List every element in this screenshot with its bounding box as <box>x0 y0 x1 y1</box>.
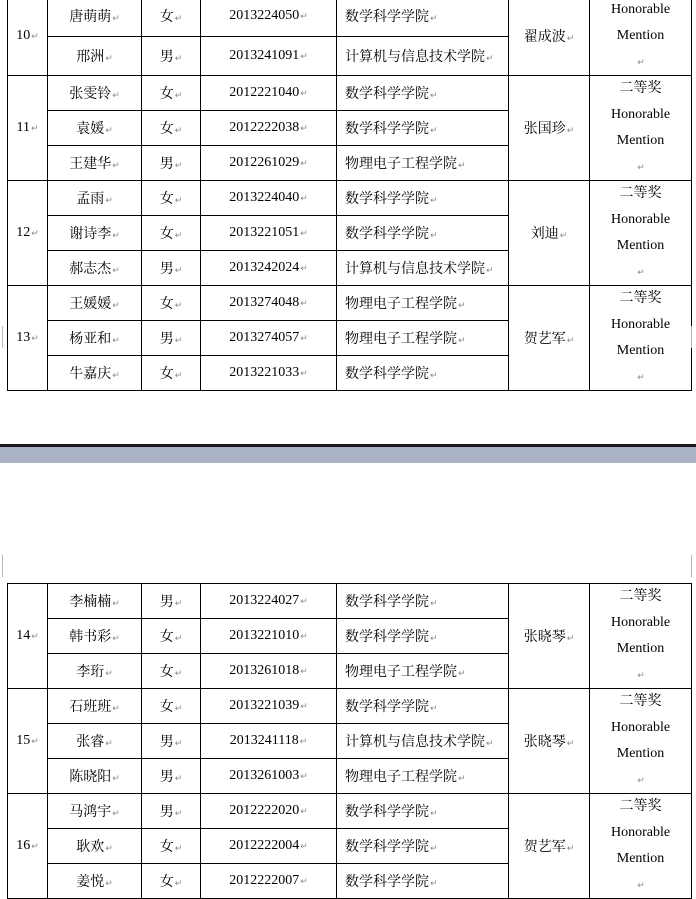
member-gender: 女↵ <box>142 286 201 321</box>
member-name: 唐萌萌↵ <box>48 0 142 36</box>
award-table-bottom <box>7 583 692 899</box>
award-cell <box>590 689 692 794</box>
paragraph-mark-icon: ↵ <box>174 844 183 854</box>
member-name: 韩书彩↵ <box>48 619 142 654</box>
paragraph-mark-icon: ↵ <box>458 336 466 346</box>
page-margin-marker-left <box>2 555 3 577</box>
college-name: 数学科学学院↵ <box>337 0 509 36</box>
advisor-name: 贺艺军↵ <box>509 794 590 899</box>
award-cell <box>590 286 692 391</box>
paragraph-mark-icon: ↵ <box>112 634 120 644</box>
advisor-name: 翟成波↵ <box>509 0 590 76</box>
paragraph-mark-icon: ↵ <box>458 161 466 171</box>
member-gender: 女↵ <box>142 829 201 864</box>
member-name: 李楠楠↵ <box>48 584 142 619</box>
paragraph-mark-icon: ↵ <box>300 631 308 641</box>
paragraph-mark-icon: ↵ <box>112 704 120 714</box>
paragraph-mark-icon: ↵ <box>559 231 568 241</box>
table-row <box>8 584 692 619</box>
paragraph-mark-icon: ↵ <box>637 670 645 680</box>
paragraph-mark-icon: ↵ <box>112 301 120 311</box>
paragraph-mark-icon: ↵ <box>105 53 113 64</box>
member-gender: 男↵ <box>142 794 201 829</box>
paragraph-mark-icon: ↵ <box>174 599 183 609</box>
paragraph-mark-icon: ↵ <box>174 126 183 136</box>
team-number: 14↵ <box>8 584 48 689</box>
paragraph-mark-icon: ↵ <box>430 14 438 25</box>
paragraph-mark-icon: ↵ <box>174 231 183 241</box>
member-gender: 女↵ <box>142 864 201 899</box>
team-number: 15↵ <box>8 689 48 794</box>
paragraph-mark-icon: ↵ <box>174 669 183 679</box>
member-gender: 女↵ <box>142 111 201 146</box>
member-gender: 男↵ <box>142 321 201 356</box>
college-name: 物理电子工程学院↵ <box>337 146 509 181</box>
award-line: Honorable <box>610 212 671 227</box>
paragraph-mark-icon: ↵ <box>486 266 494 276</box>
member-gender: 女↵ <box>142 76 201 111</box>
table-row <box>8 0 692 36</box>
award-line: Mention ↵ <box>590 128 691 180</box>
paragraph-mark-icon: ↵ <box>566 739 575 749</box>
paragraph-mark-icon: ↵ <box>174 809 183 819</box>
paragraph-mark-icon: ↵ <box>566 34 575 44</box>
member-name: 张雯铃↵ <box>48 76 142 111</box>
student-id: 2013224040↵ <box>201 181 337 216</box>
paragraph-mark-icon: ↵ <box>112 336 120 346</box>
paragraph-mark-icon: ↵ <box>31 31 39 41</box>
paragraph-mark-icon: ↵ <box>637 775 645 785</box>
award-line: 二等奖 <box>619 694 662 709</box>
table-row <box>8 794 692 829</box>
paragraph-mark-icon: ↵ <box>430 371 438 381</box>
paragraph-mark-icon: ↵ <box>112 599 120 609</box>
award-table-top <box>7 0 692 391</box>
paragraph-mark-icon: ↵ <box>300 876 308 886</box>
award-line: Honorable <box>610 720 671 735</box>
member-gender: 男↵ <box>142 724 201 759</box>
award-line: Mention ↵ <box>590 23 691 75</box>
college-name: 计算机与信息技术学院↵ <box>337 36 509 76</box>
paragraph-mark-icon: ↵ <box>174 774 183 784</box>
award-line: 二等奖 <box>619 291 662 306</box>
member-name: 杨亚和↵ <box>48 321 142 356</box>
paragraph-mark-icon: ↵ <box>299 736 308 746</box>
award-line: Honorable <box>610 107 671 122</box>
paragraph-mark-icon: ↵ <box>31 631 39 641</box>
page-margin-marker-left <box>2 326 3 348</box>
award-line: Mention ↵ <box>590 233 691 285</box>
paragraph-mark-icon: ↵ <box>430 879 438 889</box>
paragraph-mark-icon: ↵ <box>637 267 645 277</box>
college-name: 计算机与信息技术学院↵ <box>337 251 509 286</box>
student-id: 2013274048↵ <box>201 286 337 321</box>
paragraph-mark-icon: ↵ <box>300 50 308 61</box>
student-id: 2013221033↵ <box>201 356 337 391</box>
paragraph-mark-icon: ↵ <box>430 231 438 241</box>
paragraph-mark-icon: ↵ <box>430 809 438 819</box>
member-name: 谢诗李↵ <box>48 216 142 251</box>
member-name: 王建华↵ <box>48 146 142 181</box>
paragraph-mark-icon: ↵ <box>430 634 438 644</box>
award-line: Honorable <box>610 825 671 840</box>
member-name: 牛嘉庆↵ <box>48 356 142 391</box>
paragraph-mark-icon: ↵ <box>300 123 308 133</box>
member-name: 袁媛↵ <box>48 111 142 146</box>
paragraph-mark-icon: ↵ <box>458 669 466 679</box>
paragraph-mark-icon: ↵ <box>300 596 308 606</box>
paragraph-mark-icon: ↵ <box>112 14 120 25</box>
student-id: 2012222004↵ <box>201 829 337 864</box>
paragraph-mark-icon: ↵ <box>300 228 308 238</box>
paragraph-mark-icon: ↵ <box>430 599 438 609</box>
page-margin-marker-right <box>691 326 692 348</box>
paragraph-mark-icon: ↵ <box>174 266 183 276</box>
paragraph-mark-icon: ↵ <box>30 123 39 133</box>
college-name: 数学科学学院↵ <box>337 216 509 251</box>
student-id: 2012261029↵ <box>201 146 337 181</box>
table-row <box>8 286 692 321</box>
paragraph-mark-icon: ↵ <box>105 669 113 679</box>
member-gender: 男↵ <box>142 584 201 619</box>
paragraph-mark-icon: ↵ <box>112 371 120 381</box>
paragraph-mark-icon: ↵ <box>637 57 645 67</box>
advisor-name: 张国珍↵ <box>509 76 590 181</box>
student-id: 2012221040↵ <box>201 76 337 111</box>
paragraph-mark-icon: ↵ <box>300 666 308 676</box>
member-gender: 女↵ <box>142 181 201 216</box>
member-gender: 男↵ <box>142 759 201 794</box>
student-id: 2013261003↵ <box>201 759 337 794</box>
paragraph-mark-icon: ↵ <box>174 704 183 714</box>
award-line: Mention ↵ <box>590 846 691 898</box>
student-id: 2012222038↵ <box>201 111 337 146</box>
advisor-name: 张晓琴↵ <box>509 689 590 794</box>
paragraph-mark-icon: ↵ <box>112 231 120 241</box>
member-gender: 女↵ <box>142 654 201 689</box>
paragraph-mark-icon: ↵ <box>300 333 308 343</box>
paragraph-mark-icon: ↵ <box>566 634 575 644</box>
advisor-name: 张晓琴↵ <box>509 584 590 689</box>
award-cell <box>590 584 692 689</box>
table-row <box>8 181 692 216</box>
member-gender: 女↵ <box>142 356 201 391</box>
student-id: 2013241118↵ <box>201 724 337 759</box>
member-name: 石班班↵ <box>48 689 142 724</box>
member-name: 王媛媛↵ <box>48 286 142 321</box>
paragraph-mark-icon: ↵ <box>300 771 308 781</box>
paragraph-mark-icon: ↵ <box>300 11 308 22</box>
paragraph-mark-icon: ↵ <box>174 336 183 346</box>
paragraph-mark-icon: ↵ <box>430 844 438 854</box>
document-page-bottom <box>0 463 696 890</box>
member-gender: 女↵ <box>142 216 201 251</box>
table-row <box>8 689 692 724</box>
college-name: 数学科学学院↵ <box>337 619 509 654</box>
award-line: Mention ↵ <box>590 741 691 793</box>
student-id: 2013224050↵ <box>201 0 337 36</box>
student-id: 2013221010↵ <box>201 619 337 654</box>
paragraph-mark-icon: ↵ <box>31 333 39 343</box>
student-id: 2013261018↵ <box>201 654 337 689</box>
paragraph-mark-icon: ↵ <box>300 701 308 711</box>
paragraph-mark-icon: ↵ <box>105 126 113 136</box>
paragraph-mark-icon: ↵ <box>486 739 494 749</box>
college-name: 数学科学学院↵ <box>337 829 509 864</box>
paragraph-mark-icon: ↵ <box>458 301 466 311</box>
member-gender: 男↵ <box>142 36 201 76</box>
paragraph-mark-icon: ↵ <box>174 879 183 889</box>
student-id: 2013241091↵ <box>201 36 337 76</box>
paragraph-mark-icon: ↵ <box>486 53 494 64</box>
student-id: 2013274057↵ <box>201 321 337 356</box>
team-number: 12↵ <box>8 181 48 286</box>
team-number: 10↵ <box>8 0 48 76</box>
paragraph-mark-icon: ↵ <box>300 806 308 816</box>
student-id: 2013221051↵ <box>201 216 337 251</box>
paragraph-mark-icon: ↵ <box>430 196 438 206</box>
student-id: 2012222007↵ <box>201 864 337 899</box>
paragraph-mark-icon: ↵ <box>637 880 645 890</box>
team-number: 16↵ <box>8 794 48 899</box>
paragraph-mark-icon: ↵ <box>300 841 308 851</box>
member-gender: 男↵ <box>142 251 201 286</box>
paragraph-mark-icon: ↵ <box>430 704 438 714</box>
paragraph-mark-icon: ↵ <box>105 739 113 749</box>
paragraph-mark-icon: ↵ <box>637 372 645 382</box>
member-name: 耿欢↵ <box>48 829 142 864</box>
paragraph-mark-icon: ↵ <box>174 301 183 311</box>
paragraph-mark-icon: ↵ <box>105 196 113 206</box>
award-cell <box>590 794 692 899</box>
paragraph-mark-icon: ↵ <box>174 91 183 101</box>
member-name: 马鸿宇↵ <box>48 794 142 829</box>
member-name: 姜悦↵ <box>48 864 142 899</box>
paragraph-mark-icon: ↵ <box>566 126 575 136</box>
document-page-top <box>0 0 696 444</box>
member-gender: 女↵ <box>142 619 201 654</box>
paragraph-mark-icon: ↵ <box>174 196 183 206</box>
college-name: 数学科学学院↵ <box>337 356 509 391</box>
college-name: 物理电子工程学院↵ <box>337 759 509 794</box>
paragraph-mark-icon: ↵ <box>430 126 438 136</box>
paragraph-mark-icon: ↵ <box>174 14 183 25</box>
paragraph-mark-icon: ↵ <box>112 774 120 784</box>
paragraph-mark-icon: ↵ <box>174 739 183 749</box>
paragraph-mark-icon: ↵ <box>566 844 575 854</box>
member-name: 张睿↵ <box>48 724 142 759</box>
paragraph-mark-icon: ↵ <box>112 266 120 276</box>
member-name: 邢洲↵ <box>48 36 142 76</box>
award-line: Mention ↵ <box>590 338 691 390</box>
paragraph-mark-icon: ↵ <box>300 263 308 273</box>
award-line: Mention ↵ <box>590 636 691 688</box>
paragraph-mark-icon: ↵ <box>430 91 438 101</box>
award-cell <box>590 181 692 286</box>
student-id: 2013242024↵ <box>201 251 337 286</box>
paragraph-mark-icon: ↵ <box>105 844 113 854</box>
member-name: 郝志杰↵ <box>48 251 142 286</box>
award-line: Honorable <box>610 615 671 630</box>
team-number: 13↵ <box>8 286 48 391</box>
award-line: Honorable <box>610 317 671 332</box>
paragraph-mark-icon: ↵ <box>637 162 645 172</box>
advisor-name: 刘迪↵ <box>509 181 590 286</box>
paragraph-mark-icon: ↵ <box>31 841 39 851</box>
table-row <box>8 76 692 111</box>
student-id: 2013221039↵ <box>201 689 337 724</box>
member-name: 李珩↵ <box>48 654 142 689</box>
award-cell <box>590 76 692 181</box>
paragraph-mark-icon: ↵ <box>300 298 308 308</box>
paragraph-mark-icon: ↵ <box>112 161 120 171</box>
award-line: 二等奖 <box>619 589 662 604</box>
paragraph-mark-icon: ↵ <box>300 88 308 98</box>
college-name: 数学科学学院↵ <box>337 864 509 899</box>
college-name: 数学科学学院↵ <box>337 794 509 829</box>
paragraph-mark-icon: ↵ <box>31 228 39 238</box>
award-line: 二等奖 <box>619 799 662 814</box>
paragraph-mark-icon: ↵ <box>300 368 308 378</box>
member-gender: 女↵ <box>142 689 201 724</box>
award-line: 二等奖 <box>619 81 662 96</box>
page-break-separator <box>0 444 696 463</box>
paragraph-mark-icon: ↵ <box>174 53 183 64</box>
college-name: 物理电子工程学院↵ <box>337 654 509 689</box>
college-name: 数学科学学院↵ <box>337 76 509 111</box>
member-gender: 男↵ <box>142 146 201 181</box>
college-name: 物理电子工程学院↵ <box>337 286 509 321</box>
paragraph-mark-icon: ↵ <box>566 336 575 346</box>
member-gender: 女↵ <box>142 0 201 36</box>
paragraph-mark-icon: ↵ <box>300 193 308 203</box>
page-margin-marker-right <box>691 555 692 577</box>
member-name: 孟雨↵ <box>48 181 142 216</box>
paragraph-mark-icon: ↵ <box>112 91 120 101</box>
paragraph-mark-icon: ↵ <box>174 371 183 381</box>
award-line: 二等奖 <box>619 186 662 201</box>
paragraph-mark-icon: ↵ <box>112 809 120 819</box>
award-cell <box>590 0 692 76</box>
college-name: 数学科学学院↵ <box>337 181 509 216</box>
student-id: 2013224027↵ <box>201 584 337 619</box>
college-name: 数学科学学院↵ <box>337 689 509 724</box>
member-name: 陈晓阳↵ <box>48 759 142 794</box>
advisor-name: 贺艺军↵ <box>509 286 590 391</box>
college-name: 数学科学学院↵ <box>337 584 509 619</box>
paragraph-mark-icon: ↵ <box>174 634 183 644</box>
paragraph-mark-icon: ↵ <box>31 736 39 746</box>
paragraph-mark-icon: ↵ <box>174 161 183 171</box>
paragraph-mark-icon: ↵ <box>458 774 466 784</box>
paragraph-mark-icon: ↵ <box>300 158 308 168</box>
college-name: 数学科学学院↵ <box>337 111 509 146</box>
award-line: Honorable <box>610 2 671 17</box>
student-id: 2012222020↵ <box>201 794 337 829</box>
paragraph-mark-icon: ↵ <box>105 879 113 889</box>
college-name: 物理电子工程学院↵ <box>337 321 509 356</box>
team-number: 11↵ <box>8 76 48 181</box>
college-name: 计算机与信息技术学院↵ <box>337 724 509 759</box>
